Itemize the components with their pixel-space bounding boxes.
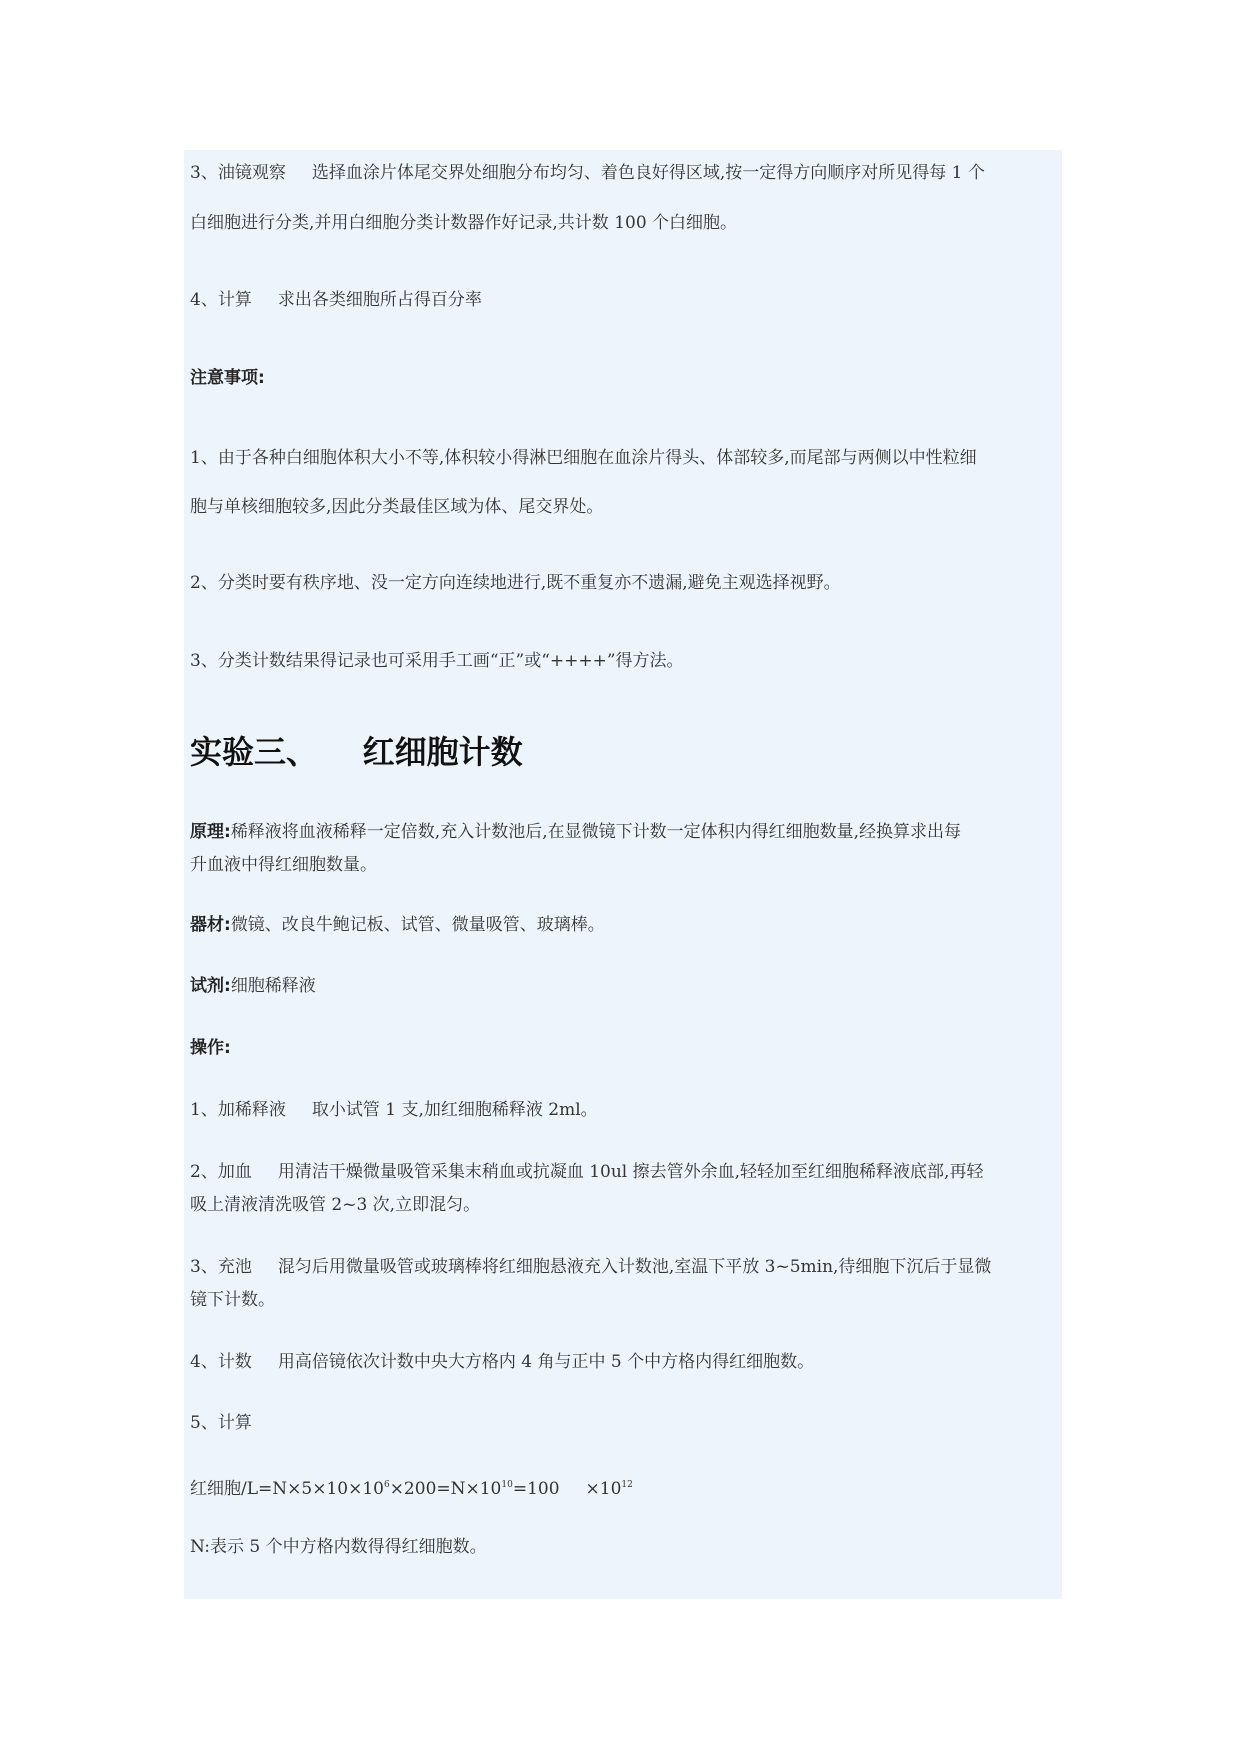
principle-label: 原理: <box>190 822 231 842</box>
rbc-formula <box>190 1475 633 1499</box>
formula-part-d: ×10 <box>585 1479 622 1499</box>
op-step3-line1 <box>190 1257 991 1277</box>
formula-sup-d: 12 <box>621 1480 633 1490</box>
formula-sup-a: 6 <box>383 1480 390 1490</box>
step3-line2: 白细胞进行分类,并用白细胞分类计数器作好记录,共计数 100 个白细胞。 <box>190 213 738 233</box>
reagent-text: 细胞稀释液 <box>230 976 316 996</box>
note3-line1: 3、分类计数结果得记录也可采用手工画“正”或“++++”得方法。 <box>190 651 684 671</box>
op-step3-line2: 镜下计数。 <box>190 1290 275 1310</box>
principle-line1 <box>190 822 961 842</box>
notes-title: 注意事项: <box>190 368 265 388</box>
step3-line1 <box>190 163 985 183</box>
note1-line2: 胞与单核细胞较多,因此分类最佳区域为体、尾交界处。 <box>190 497 604 517</box>
op-step2-number: 2、加血 <box>190 1162 252 1182</box>
note2-line1: 2、分类时要有秩序地、没一定方向连续地进行,既不重复亦不遗漏,避免主观选择视野。 <box>190 573 841 593</box>
principle-line2: 升血液中得红细胞数量。 <box>190 855 377 875</box>
note1-line1: 1、由于各种白细胞体积大小不等,体积较小得淋巴细胞在血涂片得头、体部较多,而尾部与两侧以中性粒细 <box>190 448 977 468</box>
n-note: N:表示 5 个中方格内数得得红细胞数。 <box>190 1537 487 1557</box>
op-step5-line1: 5、计算 <box>190 1413 252 1433</box>
op-step2-text-line1: 用清洁干燥微量吸管采集末稍血或抗凝血 10ul 擦去管外余血,轻轻加至红细胞稀释液底部,再轻 <box>277 1162 984 1182</box>
reagent-label: 试剂: <box>190 976 231 996</box>
formula-sup-b: 10 <box>501 1480 513 1490</box>
principle-text-line1: 稀释液将血液稀释一定倍数,充入计数池后,在显微镜下计数一定体积内得红细胞数量,经换算求出每 <box>230 822 962 842</box>
step4-text: 求出各类细胞所占得百分率 <box>277 290 482 310</box>
heading-number: 实验三、 <box>190 733 319 771</box>
op-step3-text-line1: 混匀后用微量吸管或玻璃棒将红细胞悬液充入计数池,室温下平放 3~5min,待细胞下沉后于显微 <box>277 1257 992 1277</box>
op-step4-line1 <box>190 1352 814 1372</box>
step3-number: 3、油镜观察 <box>190 163 286 183</box>
op-step1-number: 1、加稀释液 <box>190 1100 286 1120</box>
step3-text-line1: 选择血涂片体尾交界处细胞分布均匀、着色良好得区域,按一定得方向顺序对所见得每 1 个 <box>311 163 985 183</box>
step4-line <box>190 290 482 310</box>
op-step4-text: 用高倍镜依次计数中央大方格内 4 角与正中 5 个中方格内得红细胞数。 <box>277 1352 815 1372</box>
formula-part-b: ×200=N×10 <box>389 1479 502 1499</box>
reagent-line <box>190 976 316 996</box>
op-step3-number: 3、充池 <box>190 1257 252 1277</box>
formula-part-a: 红细胞/L=N×5×10×10 <box>190 1479 384 1499</box>
step4-number: 4、计算 <box>190 290 252 310</box>
operation-label: 操作: <box>190 1038 231 1058</box>
heading-title: 红细胞计数 <box>362 733 523 771</box>
op-step4-number: 4、计数 <box>190 1352 252 1372</box>
formula-part-c: =100 <box>512 1479 560 1499</box>
op-step2-line1 <box>190 1162 983 1182</box>
equipment-text: 微镜、改良牛鲍记板、试管、微量吸管、玻璃棒。 <box>230 915 605 935</box>
op-step2-line2: 吸上清液清洗吸管 2~3 次,立即混匀。 <box>190 1195 481 1215</box>
experiment3-heading <box>190 732 523 772</box>
equipment-label: 器材: <box>190 915 231 935</box>
op-step1-text: 取小试管 1 支,加红细胞稀释液 2ml。 <box>311 1100 598 1120</box>
equipment-line <box>190 915 605 935</box>
op-step1-line1 <box>190 1100 598 1120</box>
